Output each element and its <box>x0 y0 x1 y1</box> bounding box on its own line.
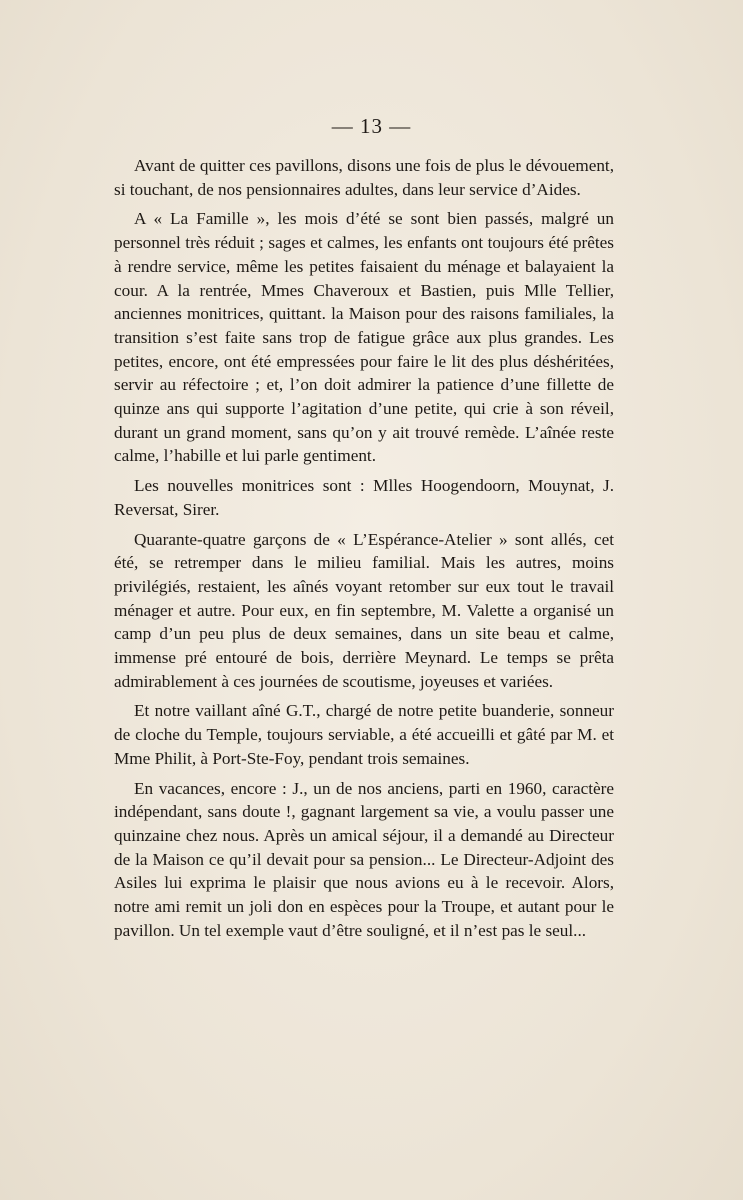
page-number: — 13 — <box>331 114 412 138</box>
paragraph-3: Les nouvelles monitrices sont : Mlles Hoogendoorn, Mouynat, J. Reversat, Sirer. <box>114 476 614 519</box>
paragraph-1: Avant de quitter ces pavillons, disons une fois de plus le dévouement, si touchant, de nos pensionnaires adultes, dans leur service d’Aides. <box>114 156 614 199</box>
paragraph-2: A « La Famille », les mois d’été se sont bien passés, malgré un personnel très réduit ; sages et calmes, les enfants ont toujours été prêtes à rendre service, même les petites faisaient du ménage et balayaient la cour. A la rentrée, Mmes Chaveroux et Bastien, puis Mlle Tellier, anciennes monitrices, quittant. la Maison pour des raisons familiales, la transition s’est faite sans trop de fatigue grâce aux plus grandes. Les petites, encore, ont été empressées pour faire le lit des plus déshéritées, servir au réfectoire ; et, l’on doit admirer la patience d’une fillette de quinze ans qui supporte l’agitation d’une petite, qui crie à son réveil, durant un grand moment, sans qu’on y ait trouvé remède. L’aînée reste calme, l’habille et lui parle gentiment. <box>114 209 614 466</box>
paragraph-6: En vacances, encore : J., un de nos anciens, parti en 1960, caractère indépendant, sans doute !, gagnant largement sa vie, a voulu passer une quinzaine chez nous. Après un amical séjour, il a demandé au Directeur de la Maison ce qu’il devait pour sa pension... Le Directeur-Adjoint des Asiles lui exprima le plaisir que nous avions eu à le recevoir. Alors, notre ami remit un joli don en espèces pour la Troupe, et autant pour le pavillon. Un tel exemple vaut d’être souligné, et il n’est pas le seul... <box>114 778 614 940</box>
paragraph-5: Et notre vaillant aîné G.T., chargé de notre petite buanderie, sonneur de cloche du Temple, toujours serviable, a été accueilli et gâté par M. et Mme Philit, à Port-Ste-Foy, pendant trois semaines. <box>114 701 614 768</box>
body-text <box>114 154 614 949</box>
paragraph-4: Quarante-quatre garçons de « L’Espérance-Atelier » sont allés, cet été, se retremper dans le milieu familial. Mais les autres, moins privilégiés, restaient, les aînés voyant retomber sur eux tout le travail ménager et autre. Pour eux, en fin septembre, M. Valette a organisé un camp d’un peu plus de deux semaines, dans un site beau et calme, immense pré entouré de bois, derrière Meynard. Le temps se prêta admirablement à ces journées de scoutisme, joyeuses et variées. <box>114 529 614 691</box>
